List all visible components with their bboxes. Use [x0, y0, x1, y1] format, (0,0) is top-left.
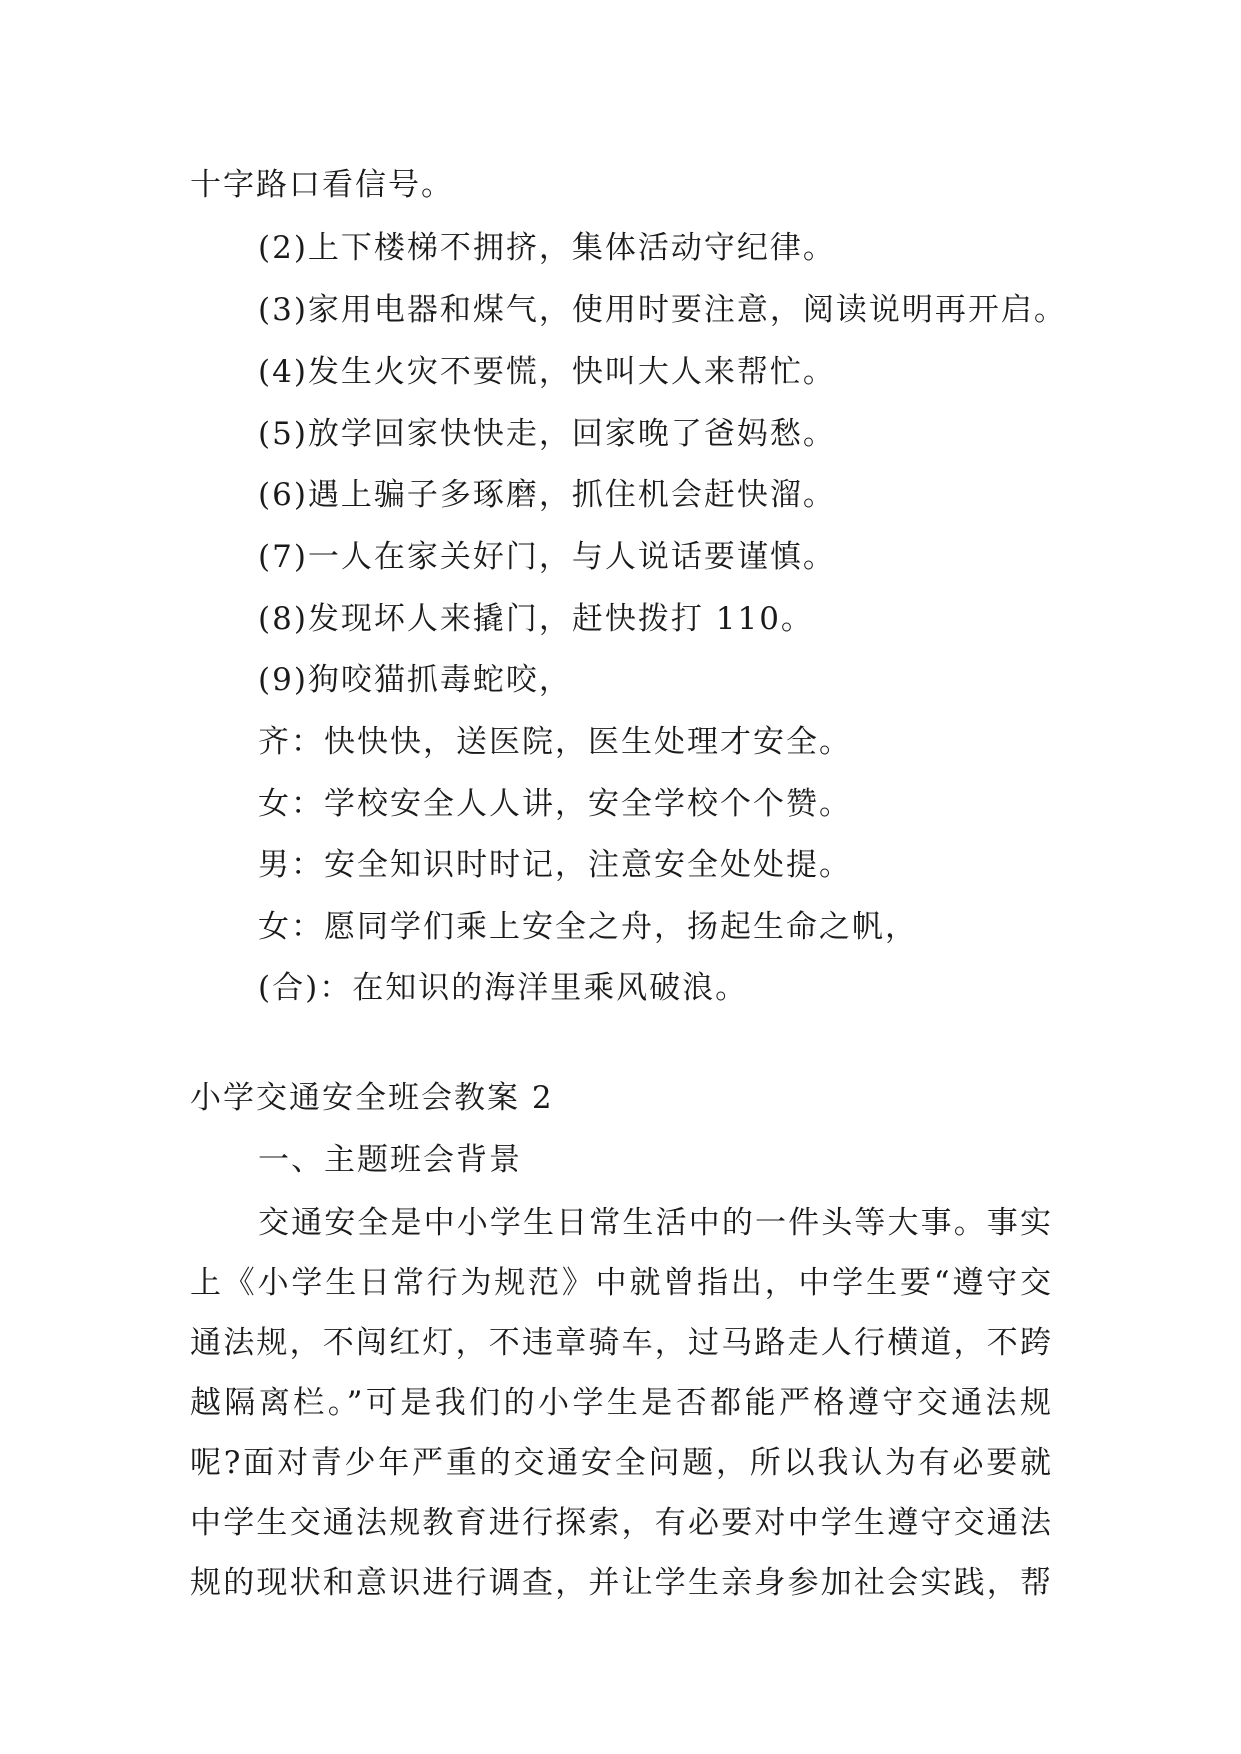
- text-line: (6)遇上骗子多琢磨，抓住机会赶快溜。: [258, 477, 836, 513]
- paragraph-row: 通法规，不闯红灯，不违章骑车，过马路走人行横道，不跨: [190, 1325, 1052, 1361]
- text-line: (8)发现坏人来撬门，赶快拨打 110。: [258, 601, 814, 637]
- text-line: 齐：快快快，送医院，医生处理才安全。: [258, 724, 852, 760]
- paragraph-row: 中学生交通法规教育进行探索，有必要对中学生遵守交通法: [190, 1505, 1052, 1541]
- text-line: 女：学校安全人人讲，安全学校个个赞。: [258, 786, 852, 822]
- text-line: (2)上下楼梯不拥挤，集体活动守纪律。: [258, 230, 836, 266]
- text-line: (3)家用电器和煤气，使用时要注意，阅读说明再开启。: [258, 292, 1067, 328]
- text-line: (5)放学回家快快走，回家晚了爸妈愁。: [258, 416, 836, 452]
- text-line: (4)发生火灾不要慌，快叫大人来帮忙。: [258, 354, 836, 390]
- paragraph-row: 交通安全是中小学生日常生活中的一件头等大事。事实: [258, 1205, 1052, 1241]
- paragraph-row: 越隔离栏。”可是我们的小学生是否都能严格遵守交通法规: [190, 1385, 1052, 1421]
- subheading: 一、主题班会背景: [258, 1142, 522, 1178]
- text-line: 十字路口看信号。: [190, 167, 454, 203]
- text-line: (合)：在知识的海洋里乘风破浪。: [258, 970, 749, 1006]
- paragraph-row: 上《小学生日常行为规范》中就曾指出，中学生要“遵守交: [190, 1265, 1052, 1301]
- paragraph-row: 规的现状和意识进行调查，并让学生亲身参加社会实践，帮: [190, 1565, 1052, 1601]
- text-line: (7)一人在家关好门，与人说话要谨慎。: [258, 539, 836, 575]
- body-paragraph: [190, 1193, 1052, 1613]
- paragraph-row: 呢?面对青少年严重的交通安全问题，所以我认为有必要就: [190, 1445, 1052, 1481]
- text-line: (9)狗咬猫抓毒蛇咬，: [258, 662, 572, 698]
- section-title: 小学交通安全班会教案 2: [190, 1080, 554, 1116]
- text-line: 女：愿同学们乘上安全之舟，扬起生命之帆，: [258, 909, 918, 945]
- text-line: 男：安全知识时时记，注意安全处处提。: [258, 847, 852, 883]
